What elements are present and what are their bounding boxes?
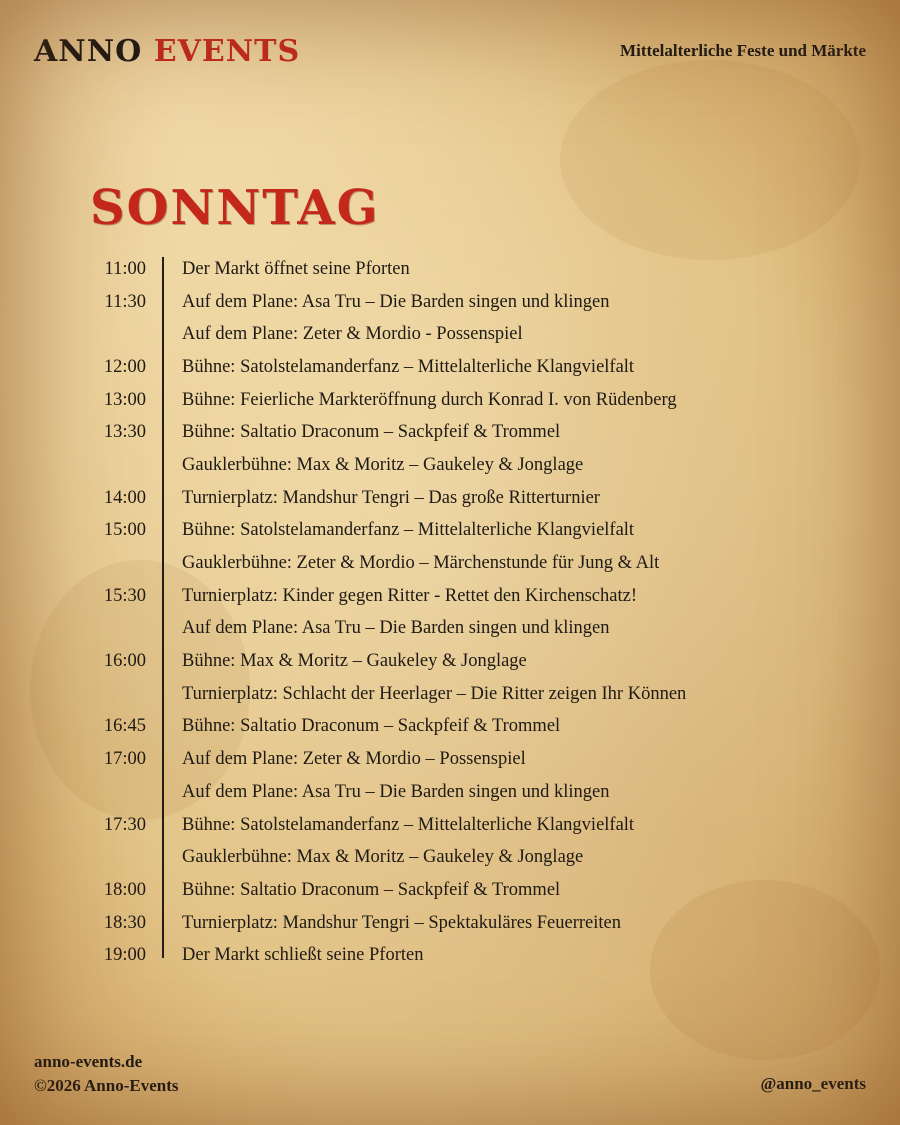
schedule-row [60,841,686,874]
schedule-event: Bühne: Satolstelamanderfanz – Mittelalterliche Klangvielfalt [182,356,635,377]
schedule-event: Turnierplatz: Schlacht der Heerlager – Die Ritter zeigen Ihr Können [182,683,687,704]
schedule-time: 13:30 [103,422,146,443]
schedule-event: Der Markt schließt seine Pforten [182,945,424,966]
schedule-event: Der Markt öffnet seine Pforten [182,258,410,279]
schedule-event: Bühne: Saltatio Draconum – Sackpfeif & Trommel [182,422,561,443]
schedule-row [60,286,686,319]
schedule-row [60,613,686,646]
schedule-row [60,711,686,744]
schedule-time: 11:30 [104,291,146,312]
schedule-event: Turnierplatz: Mandshur Tengri – Spektakuläres Feuerreiten [182,912,622,933]
schedule-row [60,645,686,678]
schedule-time: 17:00 [103,749,146,770]
schedule-time: 16:00 [103,651,146,672]
schedule-list [60,253,686,972]
schedule-row [60,384,686,417]
schedule-event: Bühne: Satolstelamanderfanz – Mittelalterliche Klangvielfalt [182,520,635,541]
schedule-event: Auf dem Plane: Zeter & Mordio – Possenspiel [182,749,526,770]
footer-website: anno-events.de [34,1052,143,1071]
schedule-row [60,253,686,286]
schedule-event: Bühne: Saltatio Draconum – Sackpfeif & Trommel [182,879,561,900]
brand-logo-part1: ANNO [34,34,143,69]
schedule-row [60,939,686,972]
schedule-divider [162,257,164,958]
schedule-row [60,449,686,482]
schedule-time: 15:00 [103,520,146,541]
schedule-time: 13:00 [103,389,146,410]
schedule-time: 14:00 [103,487,146,508]
schedule-row [60,678,686,711]
tagline: Mittelalterliche Feste und Märkte [620,41,866,60]
schedule-row [60,743,686,776]
schedule-row [60,907,686,940]
page-title: SONNTAG [90,180,380,236]
schedule-event: Gauklerbühne: Max & Moritz – Gaukeley & Jonglage [182,847,584,868]
schedule-event: Auf dem Plane: Zeter & Mordio - Possenspiel [182,324,523,345]
brand-logo-part2: EVENTS [153,34,301,69]
schedule-row [60,809,686,842]
schedule-row [60,874,686,907]
paper-stain [560,60,860,260]
schedule-row [60,416,686,449]
schedule-time: 19:00 [103,945,146,966]
footer-copyright: ©2026 Anno-Events [34,1076,179,1095]
schedule-row [60,351,686,384]
schedule-event: Auf dem Plane: Asa Tru – Die Barden singen und klingen [182,618,610,639]
schedule-row [60,547,686,580]
schedule-time: 17:30 [103,814,146,835]
schedule-event: Gauklerbühne: Zeter & Mordio – Märchenstunde für Jung & Alt [182,553,660,574]
schedule-time: 18:30 [103,912,146,933]
schedule-event: Bühne: Satolstelamanderfanz – Mittelalterliche Klangvielfalt [182,814,635,835]
schedule-row [60,580,686,613]
schedule-event: Bühne: Feierliche Markteröffnung durch Konrad I. von Rüdenberg [182,389,677,410]
footer-social: @anno_events [760,1074,866,1093]
schedule-event: Bühne: Saltatio Draconum – Sackpfeif & Trommel [182,716,561,737]
schedule-event: Turnierplatz: Kinder gegen Ritter - Rettet den Kirchenschatz! [182,585,637,606]
schedule-event: Auf dem Plane: Asa Tru – Die Barden singen und klingen [182,291,610,312]
footer-left [34,1050,178,1098]
schedule-row [60,776,686,809]
schedule-event: Turnierplatz: Mandshur Tengri – Das große Ritterturnier [182,487,600,508]
schedule-time: 12:00 [103,356,146,377]
schedule-event: Bühne: Max & Moritz – Gaukeley & Jonglage [182,651,527,672]
schedule-event: Auf dem Plane: Asa Tru – Die Barden singen und klingen [182,781,610,802]
schedule-row [60,515,686,548]
schedule-event: Gauklerbühne: Max & Moritz – Gaukeley & Jonglage [182,454,584,475]
schedule-time: 15:30 [103,585,146,606]
schedule-time: 18:00 [103,879,146,900]
schedule-row [60,482,686,515]
schedule-row [60,318,686,351]
schedule-time: 16:45 [103,716,146,737]
brand-logo [34,34,300,69]
schedule-time: 11:00 [104,258,146,279]
